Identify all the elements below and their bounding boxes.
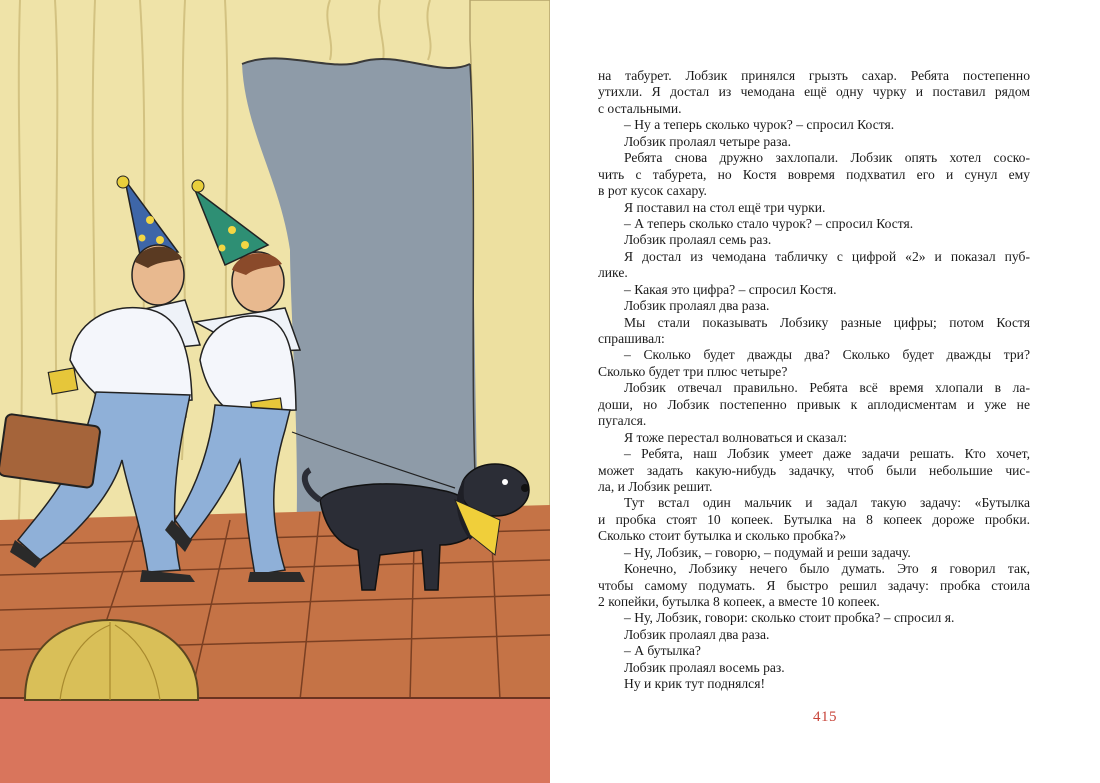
text-line: Сколько стоит бутылка и сколько пробка?» — [598, 528, 847, 544]
text-line: 2 копейки, бутылка 8 копеек, а вместе 10 копеек. — [598, 594, 880, 609]
text-line: и пробка стоят 10 копеек. Бутылка на 8 копеек дороже пробки. — [598, 511, 1030, 527]
page-number: 415 — [813, 709, 837, 725]
text-line: в рот кусок сахару. — [598, 183, 707, 199]
text-line: лике. — [598, 265, 628, 281]
text-line: может задать какую-нибудь задачку, чтоб были небольшие чис- — [598, 462, 1030, 478]
text-line: утихли. Я достал из чемодана ещё одну чурку и поставил рядом — [598, 84, 1030, 100]
text-line: на табурет. Лобзик принялся грызть сахар. Ребята постепенно — [598, 68, 1030, 83]
text-line: чтобы самому подумать. Я быстро решил задачу: пробка стоила — [598, 577, 1030, 593]
text-line: – Какая это цифра? – спросил Костя. — [624, 281, 837, 297]
text-line: Я достал из чемодана табличку с цифрой «2» и показал пуб- — [624, 248, 1030, 264]
text-line: Сколько будет три плюс четыре? — [598, 363, 788, 379]
text-line: Лобзик пролаял семь раз. — [624, 232, 772, 248]
stage-front — [0, 698, 550, 783]
text-page — [550, 0, 1100, 783]
text-line: – Ну а теперь сколько чурок? – спросил Костя. — [624, 117, 895, 133]
text-line: Я тоже перестал волноваться и сказал: — [624, 429, 848, 445]
text-line: пугался. — [598, 413, 647, 429]
text-line: – Ребята, наш Лобзик умеет даже задачи решать. Кто хочет, — [624, 446, 1030, 462]
text-line: – А бутылка? — [624, 643, 701, 659]
text-line: Конечно, Лобзику нечего было думать. Это я говорил так, — [624, 561, 1030, 577]
text-line: ла, и Лобзик решит. — [598, 478, 713, 494]
text-line: – Ну, Лобзик, говори: сколько стоит пробка? – спросил я. — [624, 610, 955, 626]
text-line: Я поставил на стол ещё три чурки. — [624, 199, 826, 215]
text-line: с остальными. — [598, 100, 682, 116]
text-line: Ну и крик тут поднялся! — [624, 676, 765, 692]
text-line: спрашивал: — [598, 331, 665, 346]
text-line: Мы стали показывать Лобзику разные цифры; потом Костя — [624, 314, 1030, 330]
text-line: Лобзик пролаял два раза. — [624, 626, 770, 642]
text-line: – Сколько будет дважды два? Сколько будет дважды три? — [624, 347, 1030, 363]
text-line: Ребята снова дружно захлопали. Лобзик опять хотел соско- — [624, 150, 1030, 166]
text-line: Лобзик пролаял восемь раз. — [624, 659, 785, 675]
text-line: Лобзик пролаял два раза. — [624, 298, 770, 314]
text-line: – Ну, Лобзик, – говорю, – подумай и реши задачу. — [624, 544, 911, 560]
text-line: доши, но Лобзик постепенно привык к аплодисментам и уже не — [598, 396, 1030, 412]
text-line: Лобзик отвечал правильно. Ребята всё время хлопали в ла- — [624, 380, 1030, 396]
story-text — [598, 68, 1030, 693]
text-line: – А теперь сколько стало чурок? – спросил Костя. — [624, 215, 914, 231]
text-line: Лобзик пролаял четыре раза. — [624, 133, 791, 149]
text-line: Тут встал один мальчик и задал такую задачу: «Бутылка — [624, 495, 1030, 511]
text-line: чить с табурета, но Костя вовремя подхватил его и сунул ему — [598, 166, 1030, 182]
